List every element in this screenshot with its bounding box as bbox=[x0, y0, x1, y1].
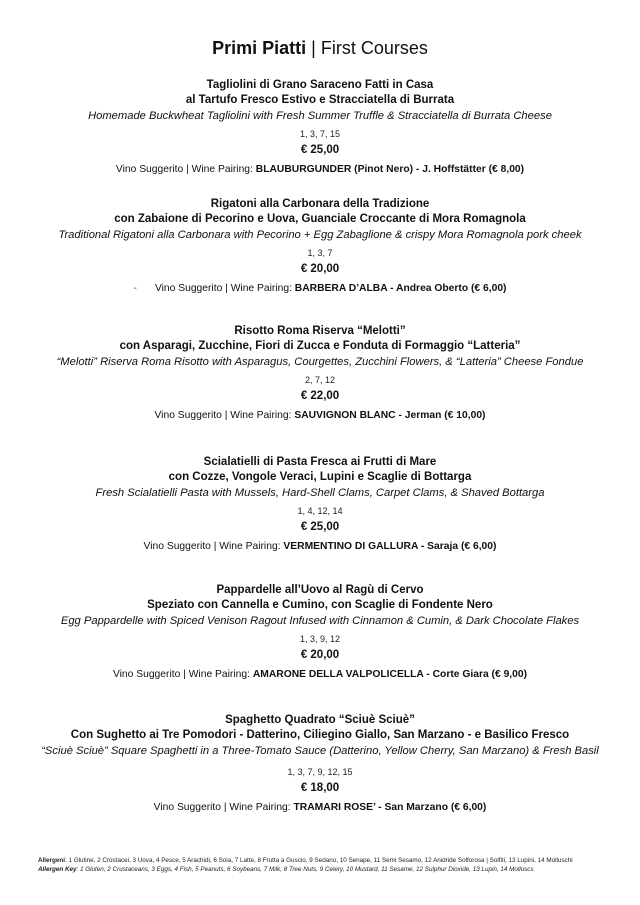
dish-name-line: con Cozze, Vongole Veraci, Lupini e Scaglie di Bottarga bbox=[168, 471, 472, 483]
title-english: First Courses bbox=[320, 38, 428, 58]
wine-pairing-value: VERMENTINO DI GALLURA - Saraja (€ 6,00) bbox=[283, 541, 497, 552]
dish-allergens: 1, 3, 7 bbox=[307, 248, 333, 258]
dish-description: “Melotti” Riserva Roma Risotto with Asparagus, Courgettes, Zucchini Flowers, & “Latteria” Cheese Fondue bbox=[56, 356, 584, 368]
menu-item-scialatielli bbox=[0, 455, 640, 554]
wine-pairing-label: Vino Suggerito | Wine Pairing: bbox=[143, 541, 284, 552]
dish-price: € 25,00 bbox=[300, 521, 340, 533]
dish-allergens: 1, 3, 7, 15 bbox=[299, 129, 341, 139]
dish-description: “Sciuè Sciuè” Square Spaghetti in a Three-Tomato Sauce (Datterino, Yellow Cherry, San Marzano) & Fresh Basil bbox=[41, 745, 599, 757]
menu-item-risotto bbox=[0, 324, 640, 423]
dish-description: Egg Pappardelle with Spiced Venison Ragout Infused with Cinnamon & Cumin, & Dark Chocolate Flakes bbox=[60, 615, 580, 627]
dish-price: € 22,00 bbox=[300, 390, 340, 402]
dish-description: Traditional Rigatoni alla Carbonara with Pecorino + Egg Zabaglione & crispy Mora Romagnola pork cheek bbox=[58, 229, 582, 241]
dish-name-line: Rigatoni alla Carbonara della Tradizione bbox=[210, 198, 430, 210]
wine-pairing-label: Vino Suggerito | Wine Pairing: bbox=[154, 283, 295, 294]
menu-item-tagliolini bbox=[0, 78, 640, 177]
wine-pairing bbox=[0, 282, 640, 296]
dish-name-line: Risotto Roma Riserva “Melotti” bbox=[234, 325, 406, 337]
dish-allergens: 2, 7, 12 bbox=[304, 375, 336, 385]
wine-pairing bbox=[0, 668, 640, 682]
wine-pairing bbox=[0, 540, 640, 554]
dish-name-line: al Tartufo Fresco Estivo e Stracciatella di Burrata bbox=[185, 94, 455, 106]
dish-allergens: 1, 3, 7, 9, 12, 15 bbox=[287, 767, 353, 777]
allergen-legend-italian-text: : 1 Glutine, 2 Crostacei, 3 Uova, 4 Pesce, 5 Arachidi, 6 Soia, 7 Latte, 8 Frutta a Guscio, 9 Sedano, 10 Senape, 11 Semi Sesamo, 12 Anidride Solforosa | Solfiti, 13 Lupini, 14 Molluschi bbox=[64, 857, 573, 864]
title-italian: Primi Piatti bbox=[212, 38, 307, 58]
dish-name-line: Speziato con Cannella e Cumino, con Scaglie di Fondente Nero bbox=[147, 599, 493, 611]
wine-pairing bbox=[0, 801, 640, 815]
allergen-legend-english bbox=[38, 865, 618, 874]
dish-price: € 20,00 bbox=[300, 263, 340, 275]
dish-name-line: Spaghetto Quadrato “Sciuè Sciuè” bbox=[225, 714, 415, 726]
dish-description: Fresh Scialatielli Pasta with Mussels, Hard-Shell Clams, Carpet Clams, & Shaved Bottarga bbox=[95, 487, 545, 499]
bullet-dash: - bbox=[133, 283, 137, 294]
wine-pairing-label: Vino Suggerito | Wine Pairing: bbox=[115, 164, 256, 175]
allergen-legend-english-text: : 1 Gluten, 2 Crustaceans, 3 Eggs, 4 Fish, 5 Peanuts, 6 Soybeans, 7 Milk, 8 Tree Nuts, 9 Celery, 10 Mustard, 11 Sesame, 12 Sulphur Dioxide, 13 Lupin, 14 Molluscs bbox=[76, 866, 534, 873]
dish-name-line: Pappardelle all’Uovo al Ragù di Cervo bbox=[216, 584, 424, 596]
wine-pairing bbox=[0, 409, 640, 423]
allergen-legend-italian bbox=[38, 856, 618, 865]
dish-name-line: con Asparagi, Zucchine, Fiori di Zucca e Fonduta di Formaggio “Latteria” bbox=[119, 340, 521, 352]
menu-item-rigatoni bbox=[0, 197, 640, 296]
wine-pairing-label: Vino Suggerito | Wine Pairing: bbox=[154, 410, 295, 421]
wine-pairing-label: Vino Suggerito | Wine Pairing: bbox=[153, 802, 294, 813]
dish-price: € 25,00 bbox=[300, 144, 340, 156]
wine-pairing bbox=[0, 163, 640, 177]
wine-pairing-value: BLAUBURGUNDER (Pinot Nero) - J. Hoffstätter (€ 8,00) bbox=[255, 164, 525, 175]
menu-item-spaghetto bbox=[0, 713, 640, 815]
dish-name-line: Tagliolini di Grano Saraceno Fatti in Casa bbox=[206, 79, 434, 91]
dish-allergens: 1, 3, 9, 12 bbox=[299, 634, 341, 644]
dish-description: Homemade Buckwheat Tagliolini with Fresh Summer Truffle & Stracciatella di Burrata Cheese bbox=[88, 110, 552, 122]
dish-name-line: Con Sughetto ai Tre Pomodori - Datterino, Ciliegino Giallo, San Marzano - e Basilico Fresco bbox=[70, 729, 570, 741]
page-title bbox=[0, 38, 640, 59]
wine-pairing-value: TRAMARI ROSE’ - San Marzano (€ 6,00) bbox=[293, 802, 487, 813]
allergen-legend-italian-label: Allergeni bbox=[38, 857, 65, 864]
title-separator: | bbox=[306, 38, 321, 58]
dish-name-line: con Zabaione di Pecorino e Uova, Guanciale Croccante di Mora Romagnola bbox=[114, 213, 526, 225]
allergen-legend-english-label: Allergen Key bbox=[38, 866, 77, 873]
dish-price: € 20,00 bbox=[300, 649, 340, 661]
wine-pairing-value: AMARONE DELLA VALPOLICELLA - Corte Giara (€ 9,00) bbox=[252, 669, 528, 680]
wine-pairing-value: BARBERA D’ALBA - Andrea Oberto (€ 6,00) bbox=[294, 283, 507, 294]
wine-pairing-label: Vino Suggerito | Wine Pairing: bbox=[112, 669, 253, 680]
dish-name-line: Scialatielli di Pasta Fresca ai Frutti di Mare bbox=[203, 456, 437, 468]
wine-pairing-value: SAUVIGNON BLANC - Jerman (€ 10,00) bbox=[294, 410, 486, 421]
dish-allergens: 1, 4, 12, 14 bbox=[297, 506, 343, 516]
menu-item-pappardelle bbox=[0, 583, 640, 682]
allergen-legend bbox=[38, 856, 618, 874]
dish-price: € 18,00 bbox=[300, 782, 340, 794]
